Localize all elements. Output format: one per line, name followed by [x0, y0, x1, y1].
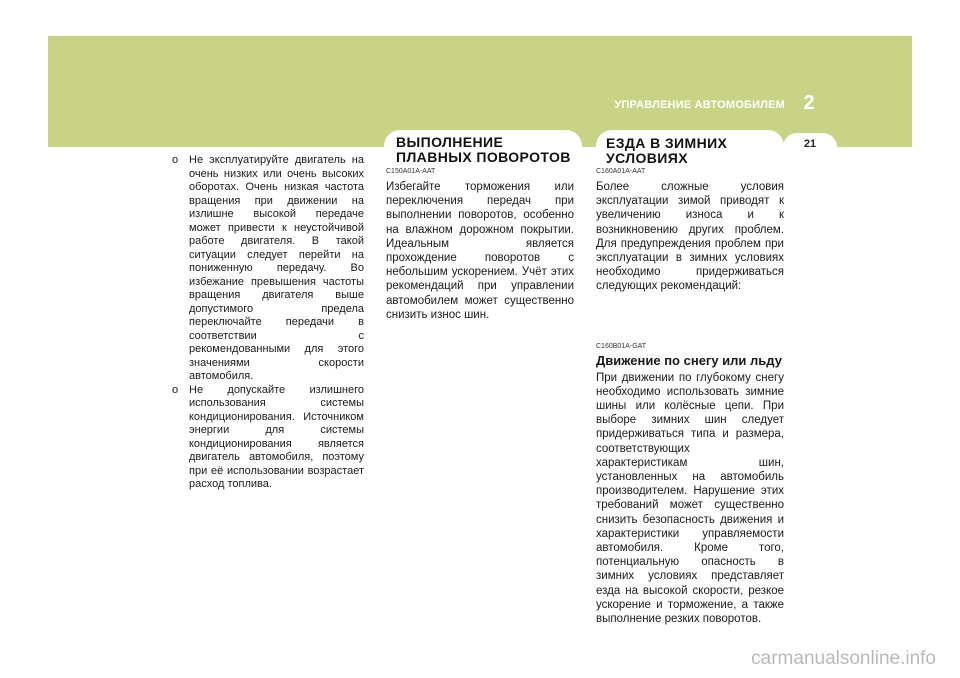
middle-column — [386, 167, 574, 322]
paragraph: Более сложные условия эксплуатации зимой приводят к увеличению износа и к возникновению других проблем. Для предупреждения проблем при эксплуатации в зимних условиях необходимо придерживаться следующих рекомендаций: — [596, 181, 784, 293]
list-item — [172, 384, 364, 492]
chapter-title: УПРАВЛЕНИЕ АВТОМОБИЛЕМ — [614, 99, 785, 111]
bullet-text: Не допускайте излишнего использования системы кондиционирования. Источником энергии для системы кондиционирования является двигатель автомобиля, поэтому при её использовании возрастает расход топлива. — [189, 383, 364, 490]
right-column — [596, 167, 784, 626]
page-number: 21 — [783, 133, 837, 163]
chapter-number: 2 — [803, 92, 815, 114]
paragraph: Избегайте торможения или переключения передач при выполнении поворотов, особенно на влажном дорожном покрытии. Идеальным является прохождение поворотов с небольшим ускорением. Учёт этих рекомендаций при управлении автомобилем может существенно снизить износ шин. — [386, 181, 574, 321]
section-code: C150A01A-AAT — [386, 168, 436, 175]
bullet-text: Не эксплуатируйте двигатель на очень низких или очень высоких оборотах. Очень низкая частота вращения при движении на излишне высокой передаче может привести к неустойчивой работе двигателя. В такой ситуации следует перейти на пониженную передачу. Во избежание превышения частоты вращения двигателя выше допустимого предела переключайте передачи в соответствии с рекомендованными для этого значениями скорости автомобиля. — [189, 154, 364, 382]
left-column — [172, 154, 364, 492]
section-tab-winter-driving: ЕЗДА В ЗИМНИХ УСЛОВИЯХ — [596, 130, 784, 166]
subsection-heading: Движение по снегу или льду — [596, 352, 782, 368]
section-code: C160A01A-AAT — [596, 168, 646, 175]
watermark: carmanualsonline.info — [751, 648, 936, 669]
bullet-marker: o — [172, 154, 179, 166]
bullet-marker: o — [172, 383, 179, 396]
list-item — [172, 154, 364, 384]
section-tab-smooth-turns: ВЫПОЛНЕНИЕ ПЛАВНЫХ ПОВОРОТОВ — [384, 130, 582, 166]
paragraph: При движении по глубокому снегу необходимо использовать зимние шины или колёсные цепи. При выборе зимних шин следует придерживаться типа и размера, соответствующих характеристикам шин, установленных на автомобиль производителем. Нарушение этих требований может существенно снизить безопасность движения и характеристики управляемости автомобиля. Кроме того, потенциальную опасность в зимних условиях представляет езда на высокой скорости, резкое ускорение и торможение, а также выполнение резких поворотов. — [596, 371, 784, 626]
subsection-code: C160B01A-GAT — [596, 342, 647, 350]
bullet-list — [172, 154, 364, 492]
